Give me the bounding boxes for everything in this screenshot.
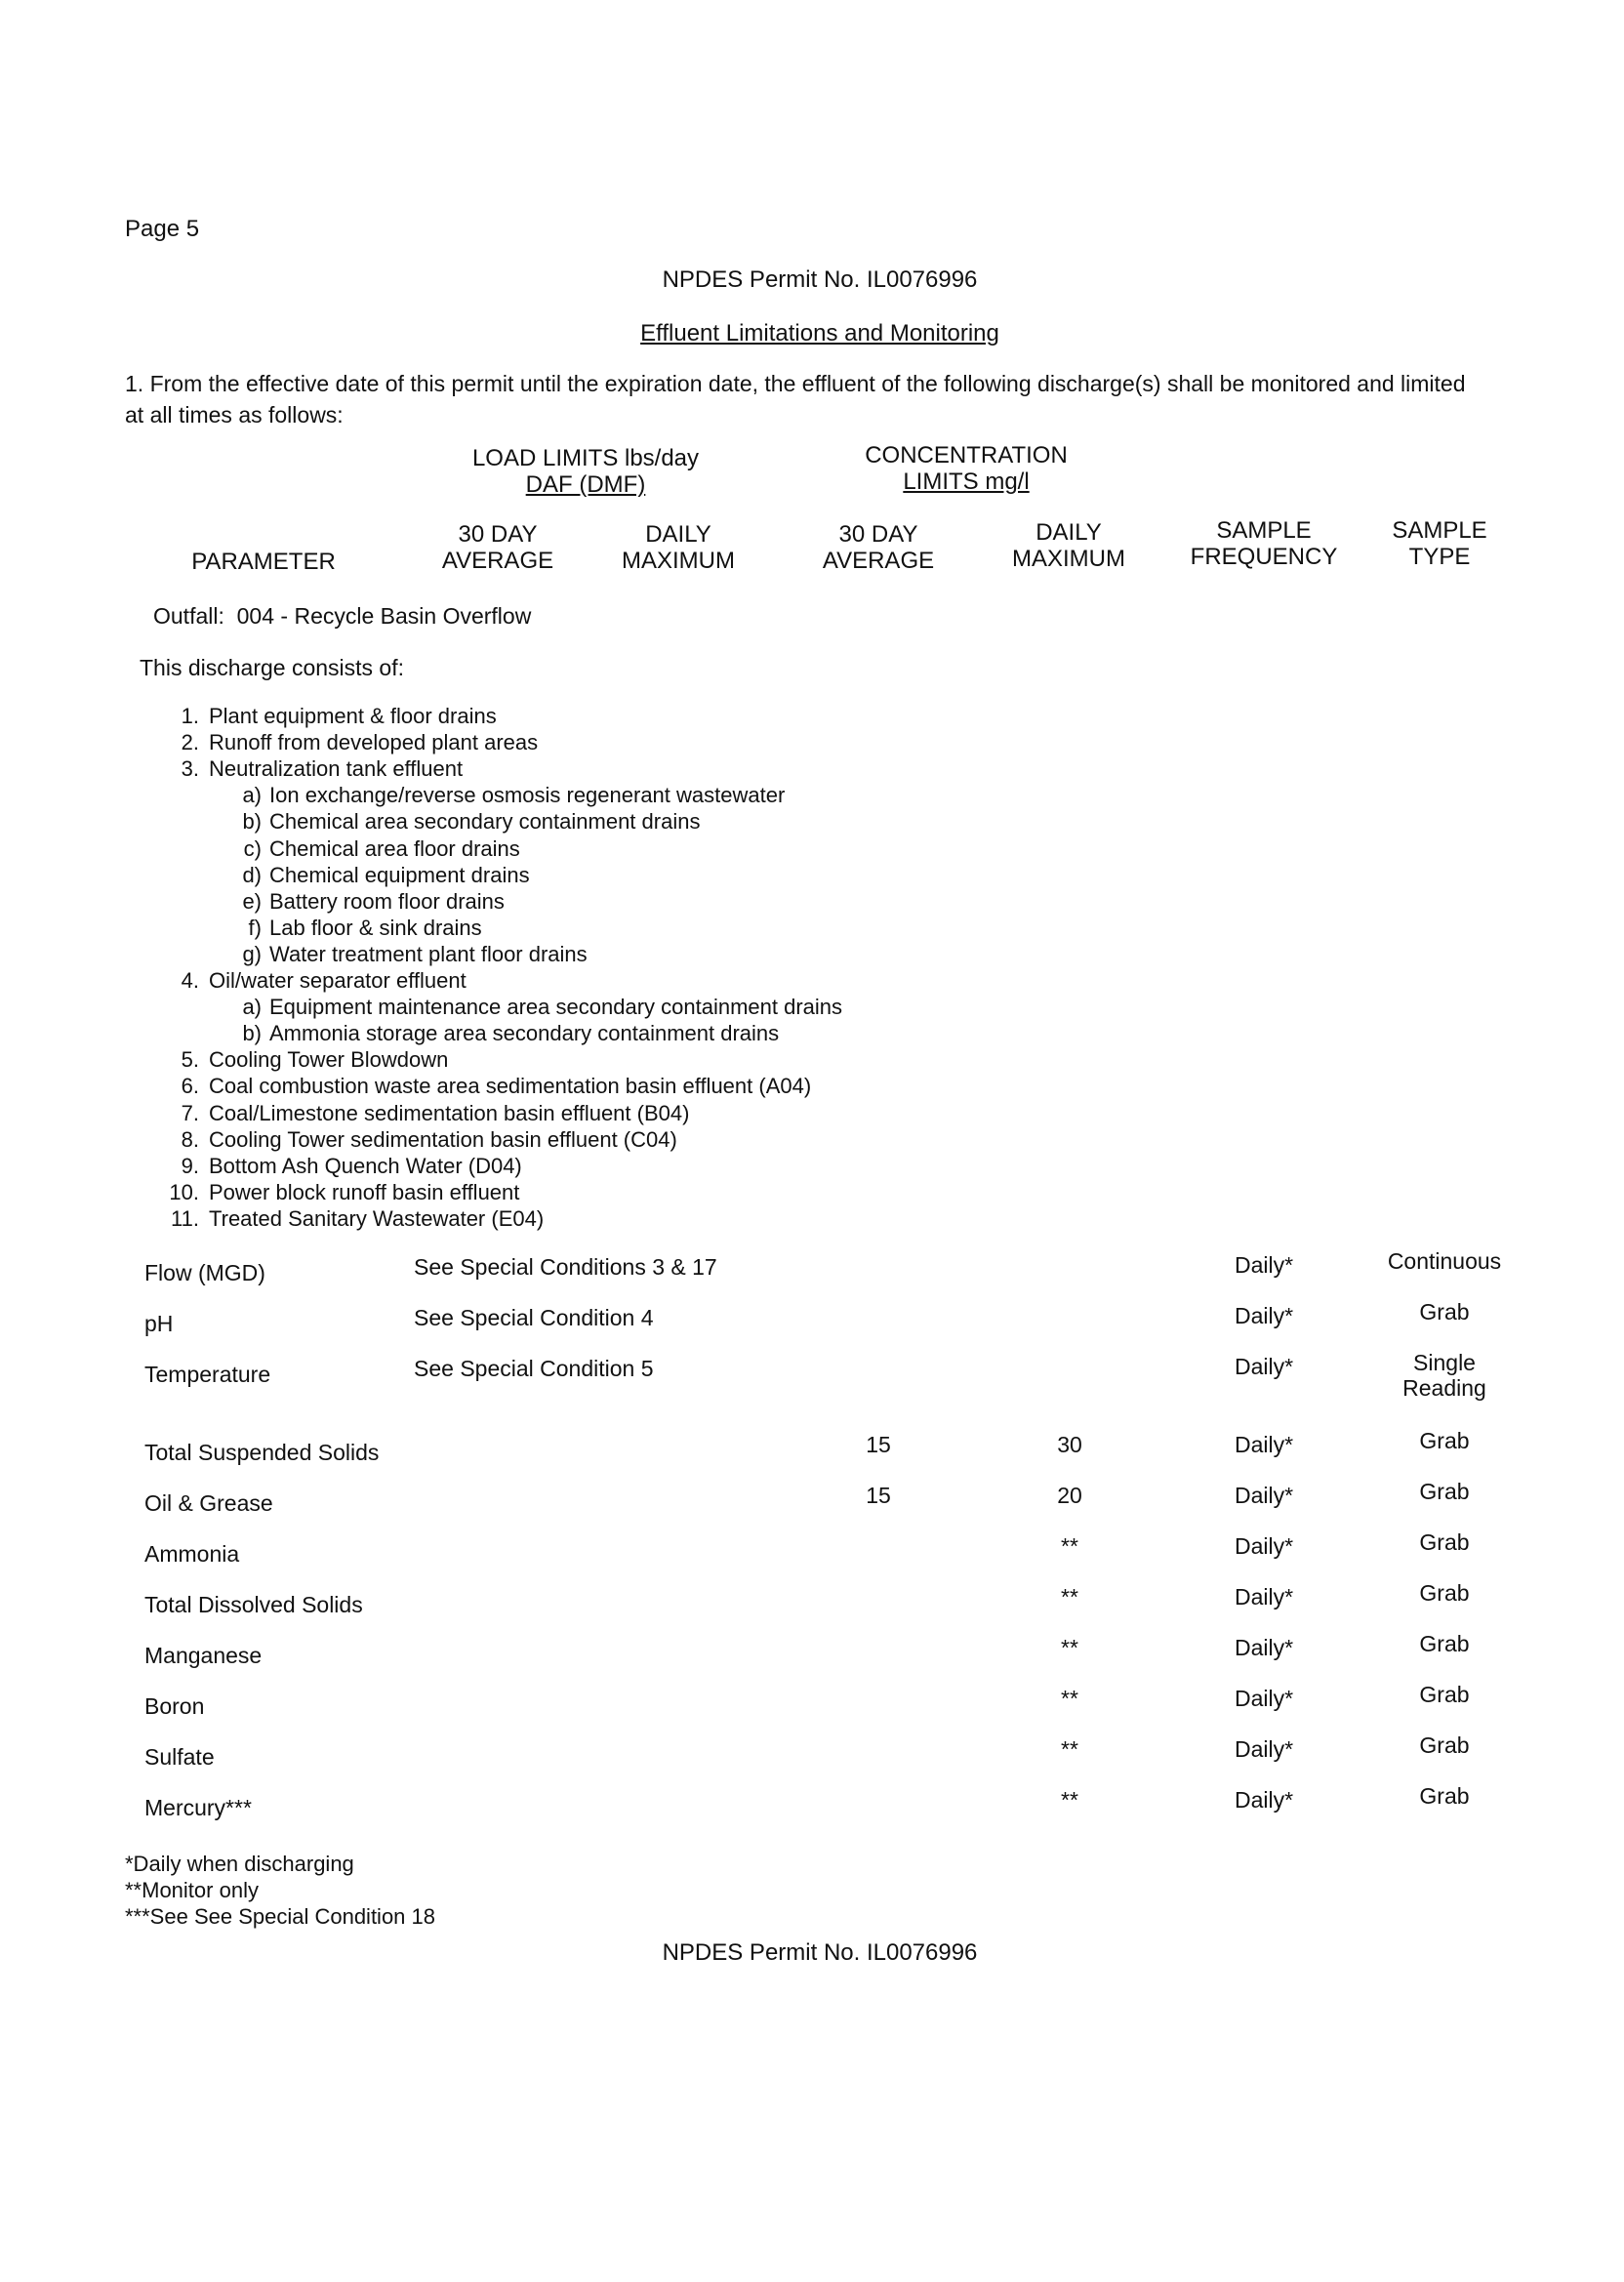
item-marker: 1.: [181, 704, 199, 728]
sample-type: Single: [1413, 1350, 1476, 1375]
col-load-30day-line2: AVERAGE: [441, 548, 554, 574]
col-load-30day-header: [410, 521, 586, 574]
permit-title: NPDES Permit No. IL0076996: [662, 266, 978, 293]
col-conc-daily-line1: DAILY: [1035, 519, 1102, 546]
item-marker: f): [248, 915, 262, 940]
col-sample-frequency-line2: FREQUENCY: [1190, 544, 1338, 570]
item-marker: 10.: [169, 1179, 199, 1204]
col-load-daily-line2: MAXIMUM: [622, 548, 735, 574]
item-marker: 9.: [181, 1153, 199, 1178]
sample-frequency: Daily*: [1234, 1432, 1294, 1457]
sample-frequency: Daily*: [1234, 1303, 1294, 1328]
item-marker: e): [242, 888, 262, 914]
discharge-subitem: [238, 994, 842, 1020]
discharge-subitem: [238, 808, 700, 835]
item-marker: d): [242, 862, 262, 887]
discharge-subitem: [238, 782, 785, 808]
item-marker: g): [242, 941, 262, 966]
conc-daily-max-value: **: [1061, 1533, 1078, 1559]
conc-30day-value: 15: [866, 1483, 891, 1508]
discharge-item: [156, 967, 467, 994]
col-load-daily-line1: DAILY: [645, 521, 711, 548]
parameter-name: Temperature: [144, 1362, 271, 1387]
sample-type: Grab: [1419, 1479, 1470, 1504]
sample-frequency: Daily*: [1234, 1252, 1294, 1278]
sample-type-line2: Reading: [1402, 1375, 1486, 1401]
section-title: Effluent Limitations and Monitoring: [640, 320, 999, 346]
col-sample-type-line1: SAMPLE: [1392, 517, 1487, 544]
item-text: Chemical equipment drains: [269, 862, 530, 887]
discharge-subitem: [238, 915, 482, 941]
col-sample-type-header: [1361, 517, 1518, 570]
sample-type: Grab: [1419, 1682, 1470, 1707]
item-text: Oil/water separator effluent: [209, 968, 467, 993]
footnote: **Monitor only: [125, 1878, 259, 1902]
sample-frequency: Daily*: [1234, 1787, 1294, 1813]
outfall-label: Outfall: 004 - Recycle Basin Overflow: [153, 603, 532, 629]
parameter-name: Sulfate: [144, 1744, 215, 1770]
discharge-subitem: [238, 835, 520, 862]
concentration-unit: LIMITS mg/l: [903, 469, 1030, 495]
item-marker: 3.: [181, 756, 199, 782]
item-marker: a): [242, 995, 262, 1020]
conc-daily-max-value: **: [1061, 1787, 1078, 1813]
item-text: Ammonia storage area secondary containment drains: [269, 1021, 780, 1046]
item-text: Chemical area secondary containment drains: [269, 809, 701, 835]
sample-type: Grab: [1419, 1529, 1470, 1555]
parameter-name: Total Dissolved Solids: [144, 1592, 363, 1617]
col-conc-daily-header: [981, 519, 1157, 572]
item-text: Ion exchange/reverse osmosis regenerant wastewater: [269, 783, 786, 808]
item-marker: 5.: [181, 1047, 199, 1073]
discharge-subitem: [238, 1020, 779, 1046]
item-text: Cooling Tower Blowdown: [209, 1047, 449, 1073]
parameter-name: Flow (MGD): [144, 1260, 265, 1285]
item-text: Plant equipment & floor drains: [209, 704, 497, 728]
item-marker: 4.: [181, 968, 199, 993]
parameter-name: Manganese: [144, 1643, 263, 1668]
sample-type: Grab: [1419, 1783, 1470, 1809]
conc-daily-max-value: **: [1061, 1584, 1078, 1610]
parameter-note: See Special Condition 4: [414, 1305, 654, 1330]
item-marker: 2.: [181, 730, 199, 755]
sample-type: Continuous: [1387, 1248, 1502, 1274]
item-marker: 8.: [181, 1126, 199, 1152]
item-marker: 11.: [171, 1205, 199, 1231]
discharge-item: [156, 755, 463, 782]
conc-30day-value: 15: [866, 1432, 891, 1457]
sample-type: Grab: [1419, 1299, 1470, 1324]
item-marker: c): [243, 835, 262, 861]
conc-daily-max-value: **: [1061, 1635, 1078, 1660]
parameter-note: See Special Conditions 3 & 17: [414, 1254, 717, 1280]
conc-daily-max-value: **: [1061, 1736, 1078, 1762]
col-conc-30day-line2: AVERAGE: [822, 548, 935, 574]
parameter-note: See Special Condition 5: [414, 1356, 654, 1381]
parameter-name: Oil & Grease: [144, 1490, 273, 1516]
footnote: *Daily when discharging: [125, 1852, 354, 1876]
discharge-item: [156, 729, 538, 755]
conc-daily-max-value: 20: [1057, 1483, 1082, 1508]
col-load-daily-header: [590, 521, 766, 574]
footer-permit: NPDES Permit No. IL0076996: [662, 1939, 978, 1966]
item-text: Neutralization tank effluent: [209, 756, 464, 782]
parameter-name: Total Suspended Solids: [144, 1440, 380, 1465]
discharge-item: [156, 1073, 811, 1099]
sample-frequency: Daily*: [1234, 1483, 1294, 1508]
item-text: Cooling Tower sedimentation basin effluent (C04): [209, 1126, 677, 1152]
parameter-header: PARAMETER: [191, 549, 336, 575]
col-sample-frequency-header: [1166, 517, 1361, 570]
item-text: Water treatment plant floor drains: [269, 941, 588, 966]
item-marker: a): [242, 783, 262, 808]
conc-daily-max-value: 30: [1057, 1432, 1082, 1457]
discharge-item: [156, 1179, 519, 1205]
discharge-subitem: [238, 888, 505, 915]
col-conc-30day-line1: 30 DAY: [838, 521, 918, 548]
discharge-item: [156, 1046, 448, 1073]
item-text: Chemical area floor drains: [269, 835, 520, 861]
intro-line-2: at all times as follows:: [125, 402, 344, 428]
load-limits-unit: DAF (DMF): [525, 471, 646, 498]
sample-type: Grab: [1419, 1580, 1470, 1606]
discharge-item: [156, 1153, 522, 1179]
item-text: Lab floor & sink drains: [269, 915, 482, 940]
item-marker: 6.: [181, 1074, 199, 1099]
sample-frequency: Daily*: [1234, 1533, 1294, 1559]
load-limits-label: LOAD LIMITS lbs/day: [471, 445, 700, 471]
discharge-item: [156, 703, 497, 729]
parameter-name: pH: [144, 1311, 174, 1336]
discharge-subitem: [238, 862, 530, 888]
item-text: Coal combustion waste area sedimentation basin effluent (A04): [209, 1074, 812, 1099]
page-label: Page 5: [125, 216, 200, 242]
item-text: Power block runoff basin effluent: [209, 1179, 520, 1204]
item-text: Runoff from developed plant areas: [209, 730, 539, 755]
col-conc-daily-line2: MAXIMUM: [1012, 546, 1125, 572]
item-text: Bottom Ash Quench Water (D04): [209, 1153, 522, 1178]
col-sample-type-line2: TYPE: [1408, 544, 1471, 570]
discharge-subitem: [238, 941, 588, 967]
col-conc-30day-header: [791, 521, 966, 574]
discharge-intro: This discharge consists of:: [140, 655, 405, 680]
intro-line-1: 1. From the effective date of this permit until the expiration date, the effluent of the following discharge(s) shall be monitored and limited: [125, 371, 1466, 396]
col-sample-frequency-line1: SAMPLE: [1216, 517, 1312, 544]
item-text: Equipment maintenance area secondary containment drains: [269, 995, 843, 1020]
parameter-name: Mercury***: [144, 1795, 252, 1820]
sample-type: Grab: [1419, 1428, 1470, 1453]
item-text: Treated Sanitary Wastewater (E04): [209, 1205, 545, 1231]
sample-frequency: Daily*: [1234, 1354, 1294, 1379]
sample-frequency: Daily*: [1234, 1584, 1294, 1610]
parameter-name: Ammonia: [144, 1541, 240, 1567]
item-text: Coal/Limestone sedimentation basin effluent (B04): [209, 1100, 690, 1125]
sample-frequency: Daily*: [1234, 1635, 1294, 1660]
item-text: Battery room floor drains: [269, 888, 505, 914]
item-marker: b): [242, 1021, 262, 1046]
col-load-30day-line1: 30 DAY: [458, 521, 538, 548]
conc-daily-max-value: **: [1061, 1686, 1078, 1711]
sample-frequency: Daily*: [1234, 1736, 1294, 1762]
discharge-item: [156, 1100, 689, 1126]
sample-type: Grab: [1419, 1732, 1470, 1758]
item-marker: b): [242, 809, 262, 835]
discharge-item: [156, 1205, 544, 1232]
discharge-item: [156, 1126, 677, 1153]
item-marker: 7.: [181, 1100, 199, 1125]
sample-type: Grab: [1419, 1631, 1470, 1656]
footnote: ***See See Special Condition 18: [125, 1904, 436, 1929]
sample-frequency: Daily*: [1234, 1686, 1294, 1711]
parameter-name: Boron: [144, 1693, 205, 1719]
concentration-label: CONCENTRATION: [865, 442, 1068, 469]
